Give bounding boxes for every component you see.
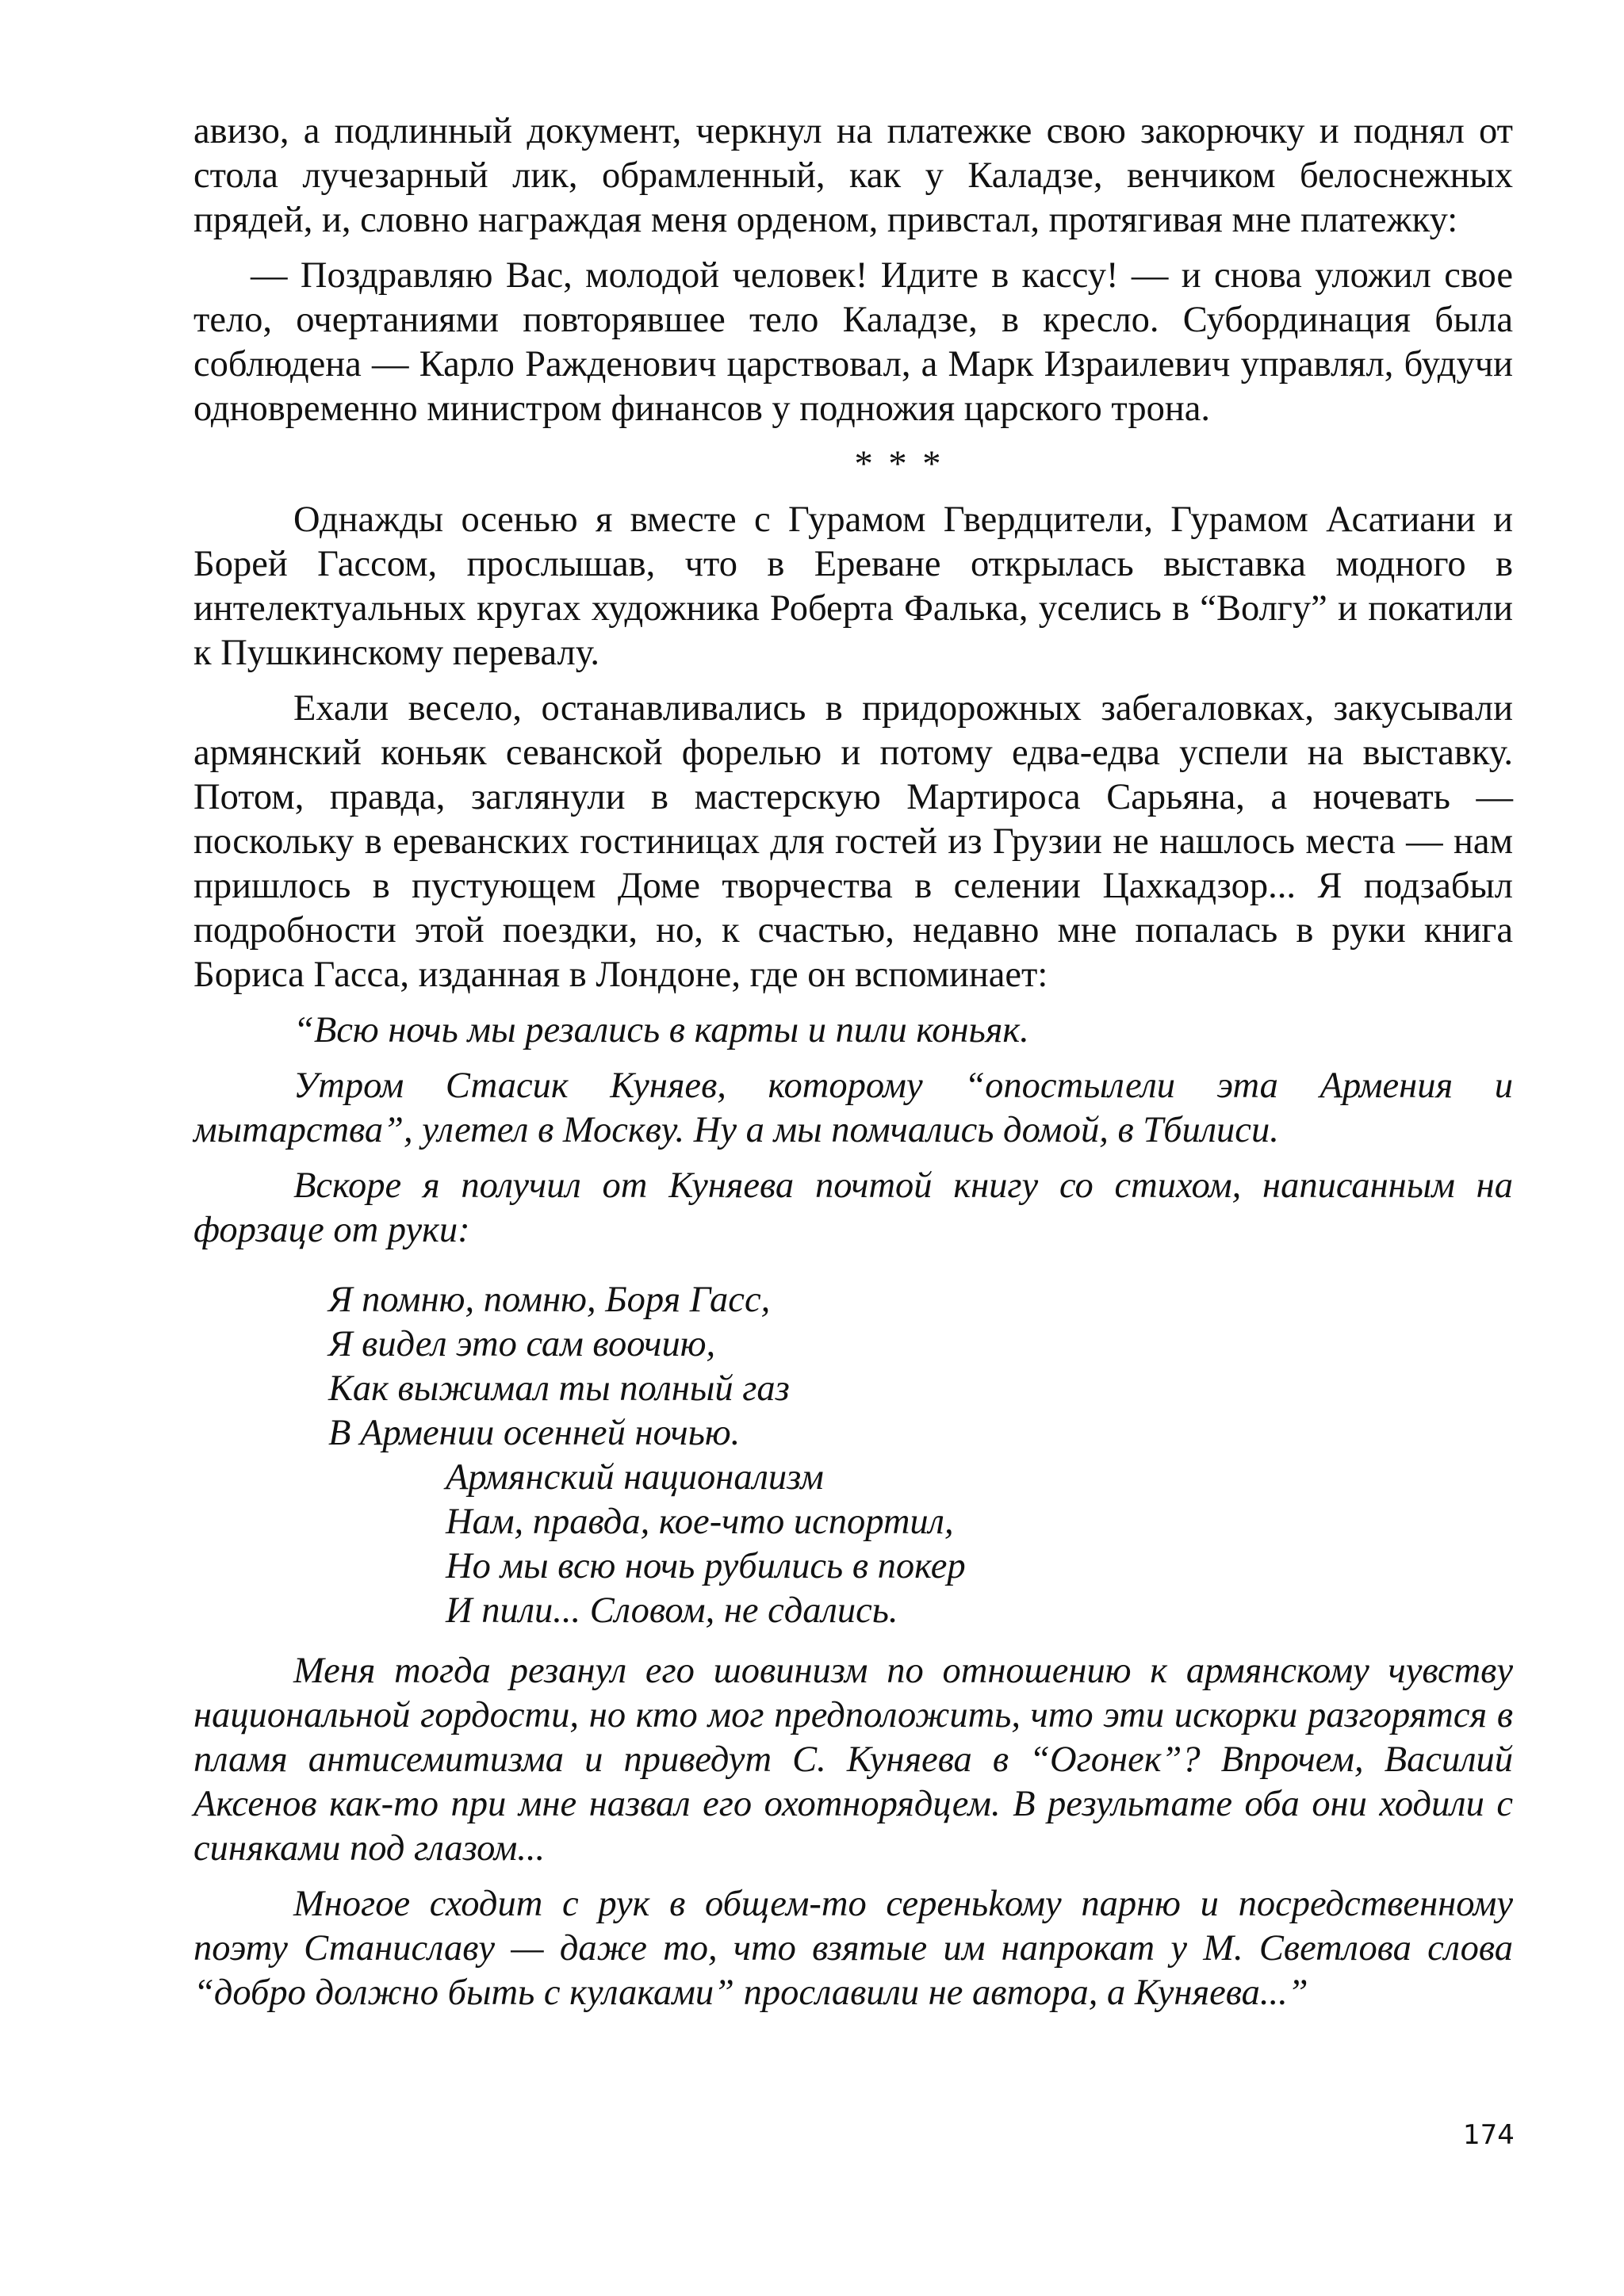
paragraph-1: авизо, а подлинный документ, черкнул на платежке свою закорючку и поднял от стола лучезарный лик, обрамленный, как у Каладзе, венчиком белоснежных прядей, и, словно награждая меня орденом, привстал, протягивая мне платежку: — [193, 111, 1513, 240]
poem-line: В Армении осенней ночью. — [328, 1413, 741, 1453]
poem-line: Армянский национализм — [446, 1457, 824, 1498]
poem-line: Нам, правда, кое-что испортил, — [446, 1502, 954, 1542]
quote-paragraph-3: Вскоре я получил от Куняева почтой книгу со стихом, написанным на форзаце от руки: — [193, 1165, 1513, 1250]
poem-line: Как выжимал ты полный газ — [328, 1368, 790, 1409]
page-body — [193, 109, 1513, 2015]
section-separator: * * * — [854, 444, 944, 484]
quote-paragraph-1: “Всю ночь мы резались в карты и пили коньяк. — [293, 1010, 1029, 1050]
quote-paragraph-5: Многое сходит с рук в общем-то сереньkому парню и посредственному поэту Станиславу — даже то, что взятые им напрокат у М. Светлова слова “добро должно быть с кулаками” прославили не автора, а Куняева...” — [193, 1884, 1513, 2013]
quote-paragraph-4: Меня тогда резанул его шовинизм по отношению к армянскому чувству национальной гордости, но кто мог предположить, что эти искорки разгорятся в пламя антисемитизма и приведут С. Куняева в “Огонек”? Впрочем, Василий Аксенов как-то при мне назвал его охотнорядцем. В результате оба они ходили с синяками под глазом... — [193, 1651, 1513, 1869]
poem-line: Я помню, помню, Боря Гасс, — [328, 1280, 771, 1320]
paragraph-4: Ехали весело, останавливались в придорожных забегаловках, закусывали армянский коньяк севанской форелью и потому едва-едва успели на выставку. Потом, правда, заглянули в мастерскую Мартироса Сарьяна, а ночевать — поскольку в ереванских гостиницах для гостей из Грузии не нашлось места — нам пришлось в пустующем Доме творчества в селении Цахкадзор... Я подзабыл подробности этой поездки, но, к счастью, недавно мне попалась в руки книга Бориса Гасса, изданная в Лондоне, где он вспоминает: — [193, 688, 1513, 995]
poem-line: Я видел это сам воочию, — [328, 1324, 716, 1364]
poem — [193, 1278, 1513, 1633]
poem-line: Но мы всю ночь рубились в покер — [446, 1546, 966, 1586]
paragraph-2: — Поздравляю Вас, молодой человек! Идите в кассу! — и снова уложил свое тело, очертаниями повторявшее тело Каладзе, в кресло. Субординация была соблюдена — Карло Ражденович царствовал, а Марк Израилевич управлял, будучи одновременно министром финансов у подножия царского трона. — [193, 255, 1513, 429]
page-number: 174 — [1463, 2119, 1515, 2151]
quote-paragraph-2: Утром Стасик Куняев, которому “опостылели эта Армения и мытарства”, улетел в Москву. Ну а мы помчались домой, в Тбилиси. — [193, 1066, 1513, 1150]
poem-line: И пили... Словом, не сдались. — [446, 1590, 898, 1631]
paragraph-3: Однажды осенью я вместе с Гурамом Гвердцители, Гурамом Асатиани и Борей Гассом, прослышав, что в Ереване открылась выставка модного в интелектуальных кругах художника Роберта Фалька, уселись в “Волгу” и покатили к Пушкинскому перевалу. — [193, 499, 1513, 673]
